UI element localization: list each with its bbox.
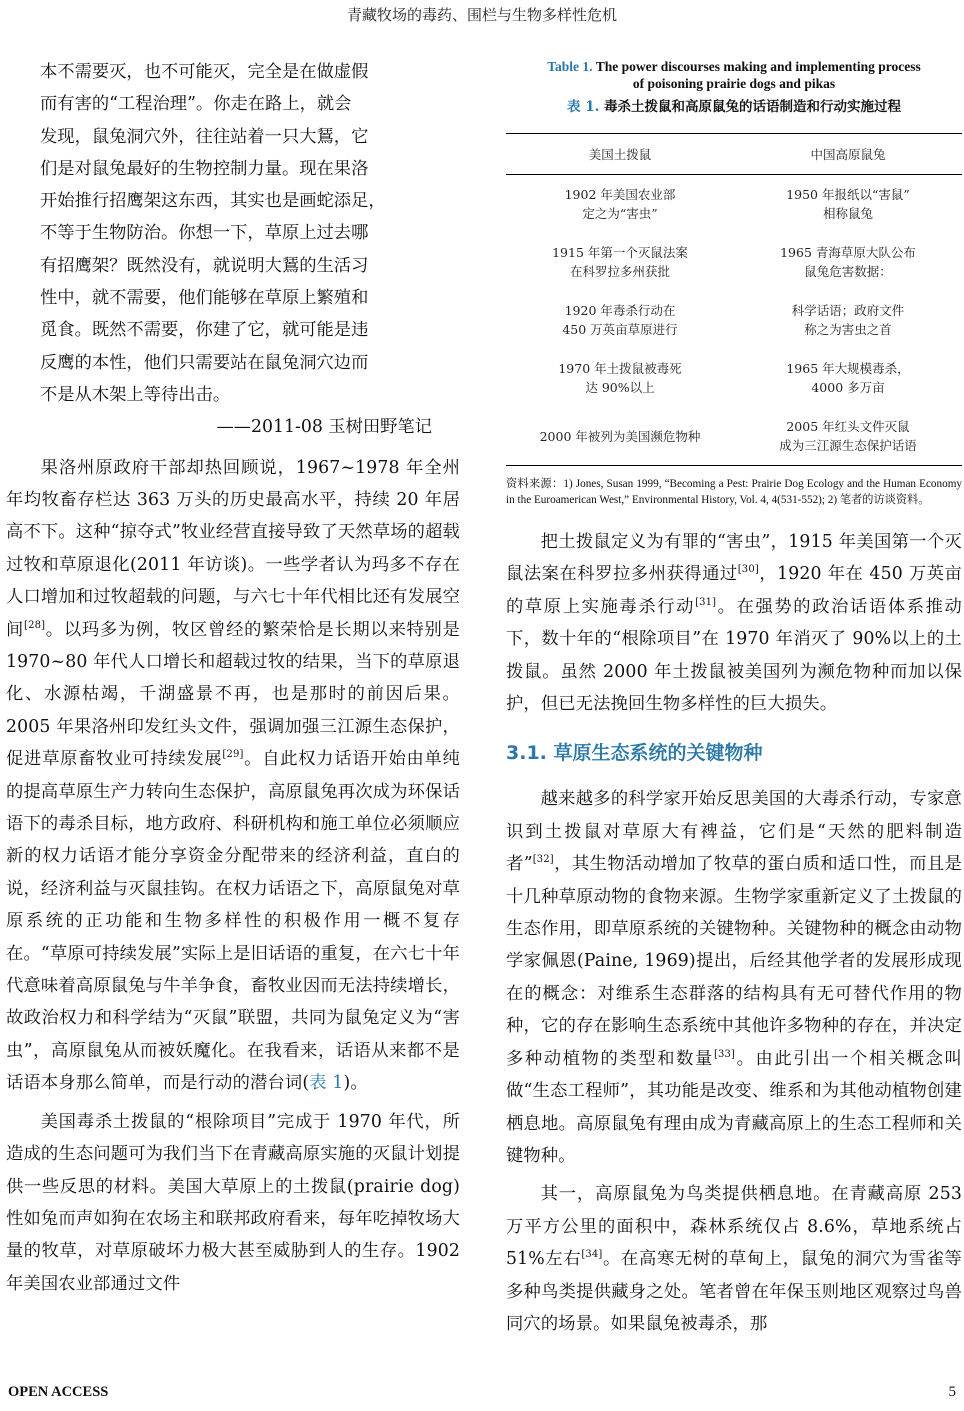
citation[interactable]: [30] [737,564,759,576]
table-cell: 1950 年报纸以“害鼠” 相称鼠兔 [786,187,910,221]
table-caption [506,58,962,115]
table-row [506,233,962,291]
left-column [6,56,460,1300]
table-label: Table 1. [547,59,593,74]
quote-line: 有招鹰架？既然没有，就说明大鵟的生活习 [40,255,369,276]
section-heading: 3.1. 草原生态系统的关键物种 [506,742,763,765]
table-cell: 科学话语；政府文件 称之为害虫之首 [791,303,905,337]
table-cell: 2000 年被列为美国濒危物种 [506,407,734,466]
table-reference-link[interactable]: 表 1 [309,1073,344,1094]
quote-line: 而有害的“工程治理”。你走在路上，就会 [40,94,352,115]
table-cell: 1965 年大规模毒杀， 4000 多万亩 [786,361,910,395]
citation[interactable]: [29] [222,749,244,761]
table-row [506,349,962,407]
table-row [506,291,962,349]
body-paragraph: 其一，高原鼠兔为鸟类提供栖息地。在青藏高原 253 万平方公里的面积中，森林系统仅占 8.6%，草地系统占 51%左右[34]。在高寒无树的草甸上，鼠兔的洞穴为雪雀等多种鸟类提供藏身之处。笔者曾在年保玉则地区观察过鸟兽同穴的场景。如果鼠兔被毒杀，那 [506,1184,962,1334]
body-paragraph: 美国毒杀土拨鼠的“根除项目”完成于 1970 年代，所造成的生态问题可为我们当下在青藏高原实施的灭鼠计划提供一些反思的材料。美国大草原上的土拨鼠(prairie dog)性如兔而声如狗在农场主和联邦政府看来，每年吃掉牧场大量的牧草，对草原破坏力极大甚至威胁到人的生存。1902 年美国农业部通过文件 [6,1111,460,1294]
table-cell: 1970 年土拨鼠被毒死 达 90%以上 [558,361,682,395]
quote-line: 不等于生物防治。你想一下，草原上过去哪 [40,223,369,244]
table-caption-en: Table 1. The power discourses making and implementing process of poisoning prairie dogs and pikas [547,59,921,91]
table-cell: 1915 年第一个灭鼠法案 在科罗拉多州获批 [552,245,688,279]
body-paragraph: 把土拨鼠定义为有罪的“害虫”，1915 年美国第一个灭鼠法案在科罗拉多州获得通过[30]，1920 年在 450 万英亩的草原上实施毒杀行动[31]。在强势的政治话语体系推动下，数十年的“根除项目”在 1970 年消灭了 90%以上的土拨鼠。虽然 2000 年土拨鼠被美国列为濒危物种而加以保护，但已无法挽回生物多样性的巨大损失。 [506,532,962,715]
citation[interactable]: [33] [713,1048,736,1060]
quote-line: 性中，就不需要，他们能够在草原上繁殖和 [40,288,369,309]
quote-line: 不是从木架上等待出击。 [40,384,231,405]
citation[interactable]: [34] [581,1249,603,1261]
citation[interactable]: [32] [532,854,554,866]
field-note-quote [40,56,432,444]
citation[interactable]: [28] [24,619,46,631]
body-paragraph: 越来越多的科学家开始反思美国的大毒杀行动，专家意识到土拨鼠对草原大有裨益，它们是“天然的肥料制造者”[32]，其生物活动增加了牧草的蛋白质和适口性，而且是十几种草原动物的食物来源。生物学家重新定义了土拨鼠的生态作用，即草原系统的关键物种。关键物种的概念由动物学家佩恩(Paine, 1969)提出，后经其他学者的发展形成现在的概念：对维系生态群落的结构具有无可替代作用的物种，它的存在影响生态系统中其他许多物种的存在，并决定多种动植物的类型和数量[33]。由此引出一个相关概念叫做“生态工程师”，其功能是改变、维系和为其他动植物创建栖息地。高原鼠兔有理由成为青藏高原上的生态工程师和关键物种。 [506,789,962,1166]
quote-source: ——2011-08 玉树田野笔记 [216,417,432,438]
quote-line: 发现，鼠兔洞穴外，往往站着一只大鵟，它 [40,126,369,147]
table-label: 表 1. [567,99,600,115]
table-cell: 1920 年毒杀行动在 450 万英亩草原进行 [562,303,678,337]
quote-line: 觅食。既然不需要，你建了它，就可能是违 [40,320,369,341]
citation[interactable]: [31] [695,597,717,609]
discourse-table [506,133,962,466]
body-paragraph: 果洛州原政府干部却热回顾说，1967~1978 年全州年均牧畜存栏达 363 万头的历史最高水平，持续 20 年居高不下。这种“掠夺式”牧业经营直接导致了天然草场的超载过牧和草原退化(2011 年访谈)。一些学者认为玛多不存在人口增加和过牧超载的问题，与六七十年代相比还有发展空间[28]。以玛多为例，牧区曾经的繁荣恰是长期以来特别是 1970~80 年代人口增长和超载过牧的结果，当下的草原退化、水源枯竭，千湖盛景不再，也是那时的前因后果。2005 年果洛州印发红头文件，强调加强三江源生态保护，促进草原畜牧业可持续发展[29]。自此权力话语开始由单纯的提高草原生产力转向生态保护，高原鼠兔再次成为环保话语下的毒杀目标，地方政府、科研机构和施工单位必须顺应新的权力话语才能分享资金分配带来的经济利益，直白的说，经济利益与灭鼠挂钩。在权力话语之下，高原鼠兔对草原系统的正功能和生物多样性的积极作用一概不复存在。“草原可持续发展”实际上是旧话语的重复，在六七十年代意味着高原鼠兔与牛羊争食，畜牧业因而无法持续增长，故政治权力和科学结为“灭鼠”联盟，共同为鼠兔定义为“害虫”，高原鼠兔从而被妖魔化。在我看来，话语从来都不是话语本身那么简单，而是行动的潜台词(表 1)。 [6,457,461,1094]
page-number: 5 [948,1384,956,1400]
column-header: 中国高原鼠兔 [734,134,962,175]
running-header: 青藏牧场的毒药、围栏与生物多样性危机 [346,6,617,24]
table-cell: 1965 青海草原大队公布 鼠兔危害数据： [780,245,916,279]
column-header: 美国土拨鼠 [506,134,734,175]
table-cell: 2005 年红头文件灭鼠 成为三江源生态保护话语 [734,407,962,466]
table-caption-zh: 表 1. 毒杀土拨鼠和高原鼠兔的话语制造和行动实施过程 [567,99,901,115]
table-row [506,175,962,234]
quote-line: 本不需要灭，也不可能灭，完全是在做虚假 [40,62,369,82]
quote-line: 开始推行招鹰架这东西，其实也是画蛇添足， [40,191,386,212]
right-column [506,56,962,1340]
table-source-note: 资料来源：1) Jones, Susan 1999, “Becoming a Pest: Prairie Dog Ecology and the Human Economy in the Euroamerican West,” Environmental History, Vol. 4, 4(531-552); 2) 笔者的访谈资料。 [506,478,962,506]
quote-line: 反鹰的本性，他们只需要站在鼠兔洞穴边而 [40,352,369,373]
table-cell: 1902 年美国农业部 定之为“害虫” [564,187,676,221]
open-access-label: OPEN ACCESS [8,1384,109,1400]
quote-line: 们是对鼠兔最好的生物控制力量。现在果洛 [40,158,369,179]
table-row [506,407,962,466]
